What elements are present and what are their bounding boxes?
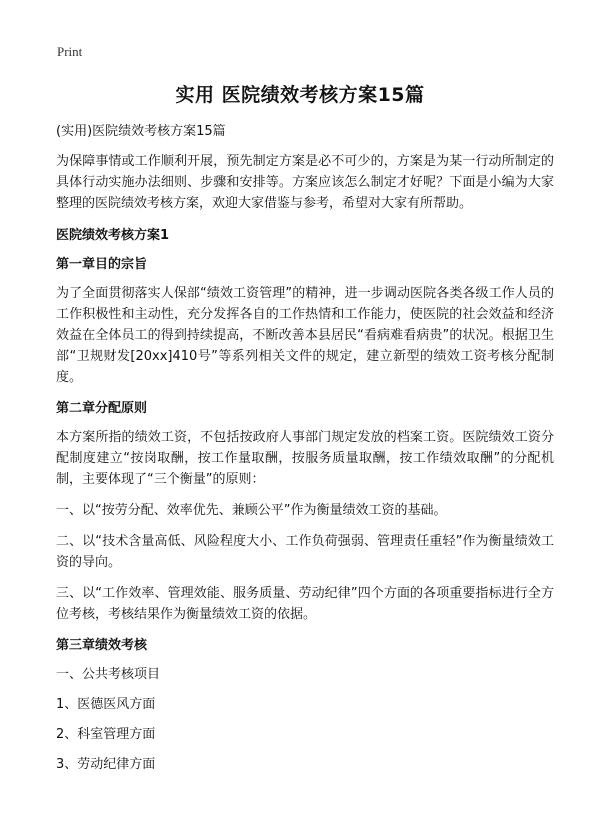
intro-paragraph: 为保障事情或工作顺利开展，预先制定方案是必不可少的，方案是为某一行动所制定的具体行动实施办法细则、步骤和安排等。方案应该怎么制定才好呢？下面是小编为大家整理的医院绩效考核方案，欢迎大家借鉴与参考，希望对大家有所帮助。 — [56, 154, 554, 211]
chapter1-heading: 第一章目的宗旨 — [56, 257, 148, 272]
document-title: 实用 医院绩效考核方案15篇 — [175, 84, 425, 106]
document-subtitle: (实用)医院绩效考核方案15篇 — [56, 124, 226, 139]
chapter3-list-item: 3、劳动纪律方面 — [56, 757, 156, 772]
chapter2-item: 一、以“按劳分配、效率优先、兼顾公平”作为衡量绩效工资的基础。 — [56, 503, 447, 518]
chapter2-heading: 第二章分配原则 — [56, 401, 148, 416]
section-heading: 医院绩效考核方案1 — [56, 228, 170, 243]
chapter3-heading: 第三章绩效考核 — [56, 638, 148, 653]
chapter3-list-item: 2、科室管理方面 — [56, 727, 156, 742]
chapter2-item: 二、以“技术含量高低、风险程度大小、工作负荷强弱、管理责任重轻”作为衡量绩效工资的导向。 — [56, 534, 554, 570]
chapter2-item: 三、以“工作效率、管理效能、服务质量、劳动纪律”四个方面的各项重要指标进行全方位考核，考核结果作为衡量绩效工资的依据。 — [56, 586, 554, 622]
document-body — [56, 121, 554, 784]
chapter2-paragraph: 本方案所指的绩效工资，不包括按政府人事部门规定发放的档案工资。医院绩效工资分配制度建立“按岗取酬，按工作量取酬，按服务质量取酬，按工作绩效取酬”的分配机制，主要体现了“三个衡量”的原则： — [56, 430, 554, 487]
print-link[interactable]: Print — [57, 44, 83, 59]
chapter3-list-item: 1、医德医风方面 — [56, 697, 156, 712]
chapter3-list-item: 一、公共考核项目 — [56, 667, 161, 682]
chapter1-paragraph: 为了全面贯彻落实人保部“绩效工资管理”的精神，进一步调动医院各类各级工作人员的工作积极性和主动性，充分发挥各自的工作热情和工作能力，使医院的社会效益和经济效益在全体员工的得到持续提高，不断改善本县居民“看病难看病贵”的状况。根据卫生部“卫规财发[20xx]410号”等系列相关文件的规定，建立新型的绩效工资考核分配制度。 — [56, 286, 554, 385]
